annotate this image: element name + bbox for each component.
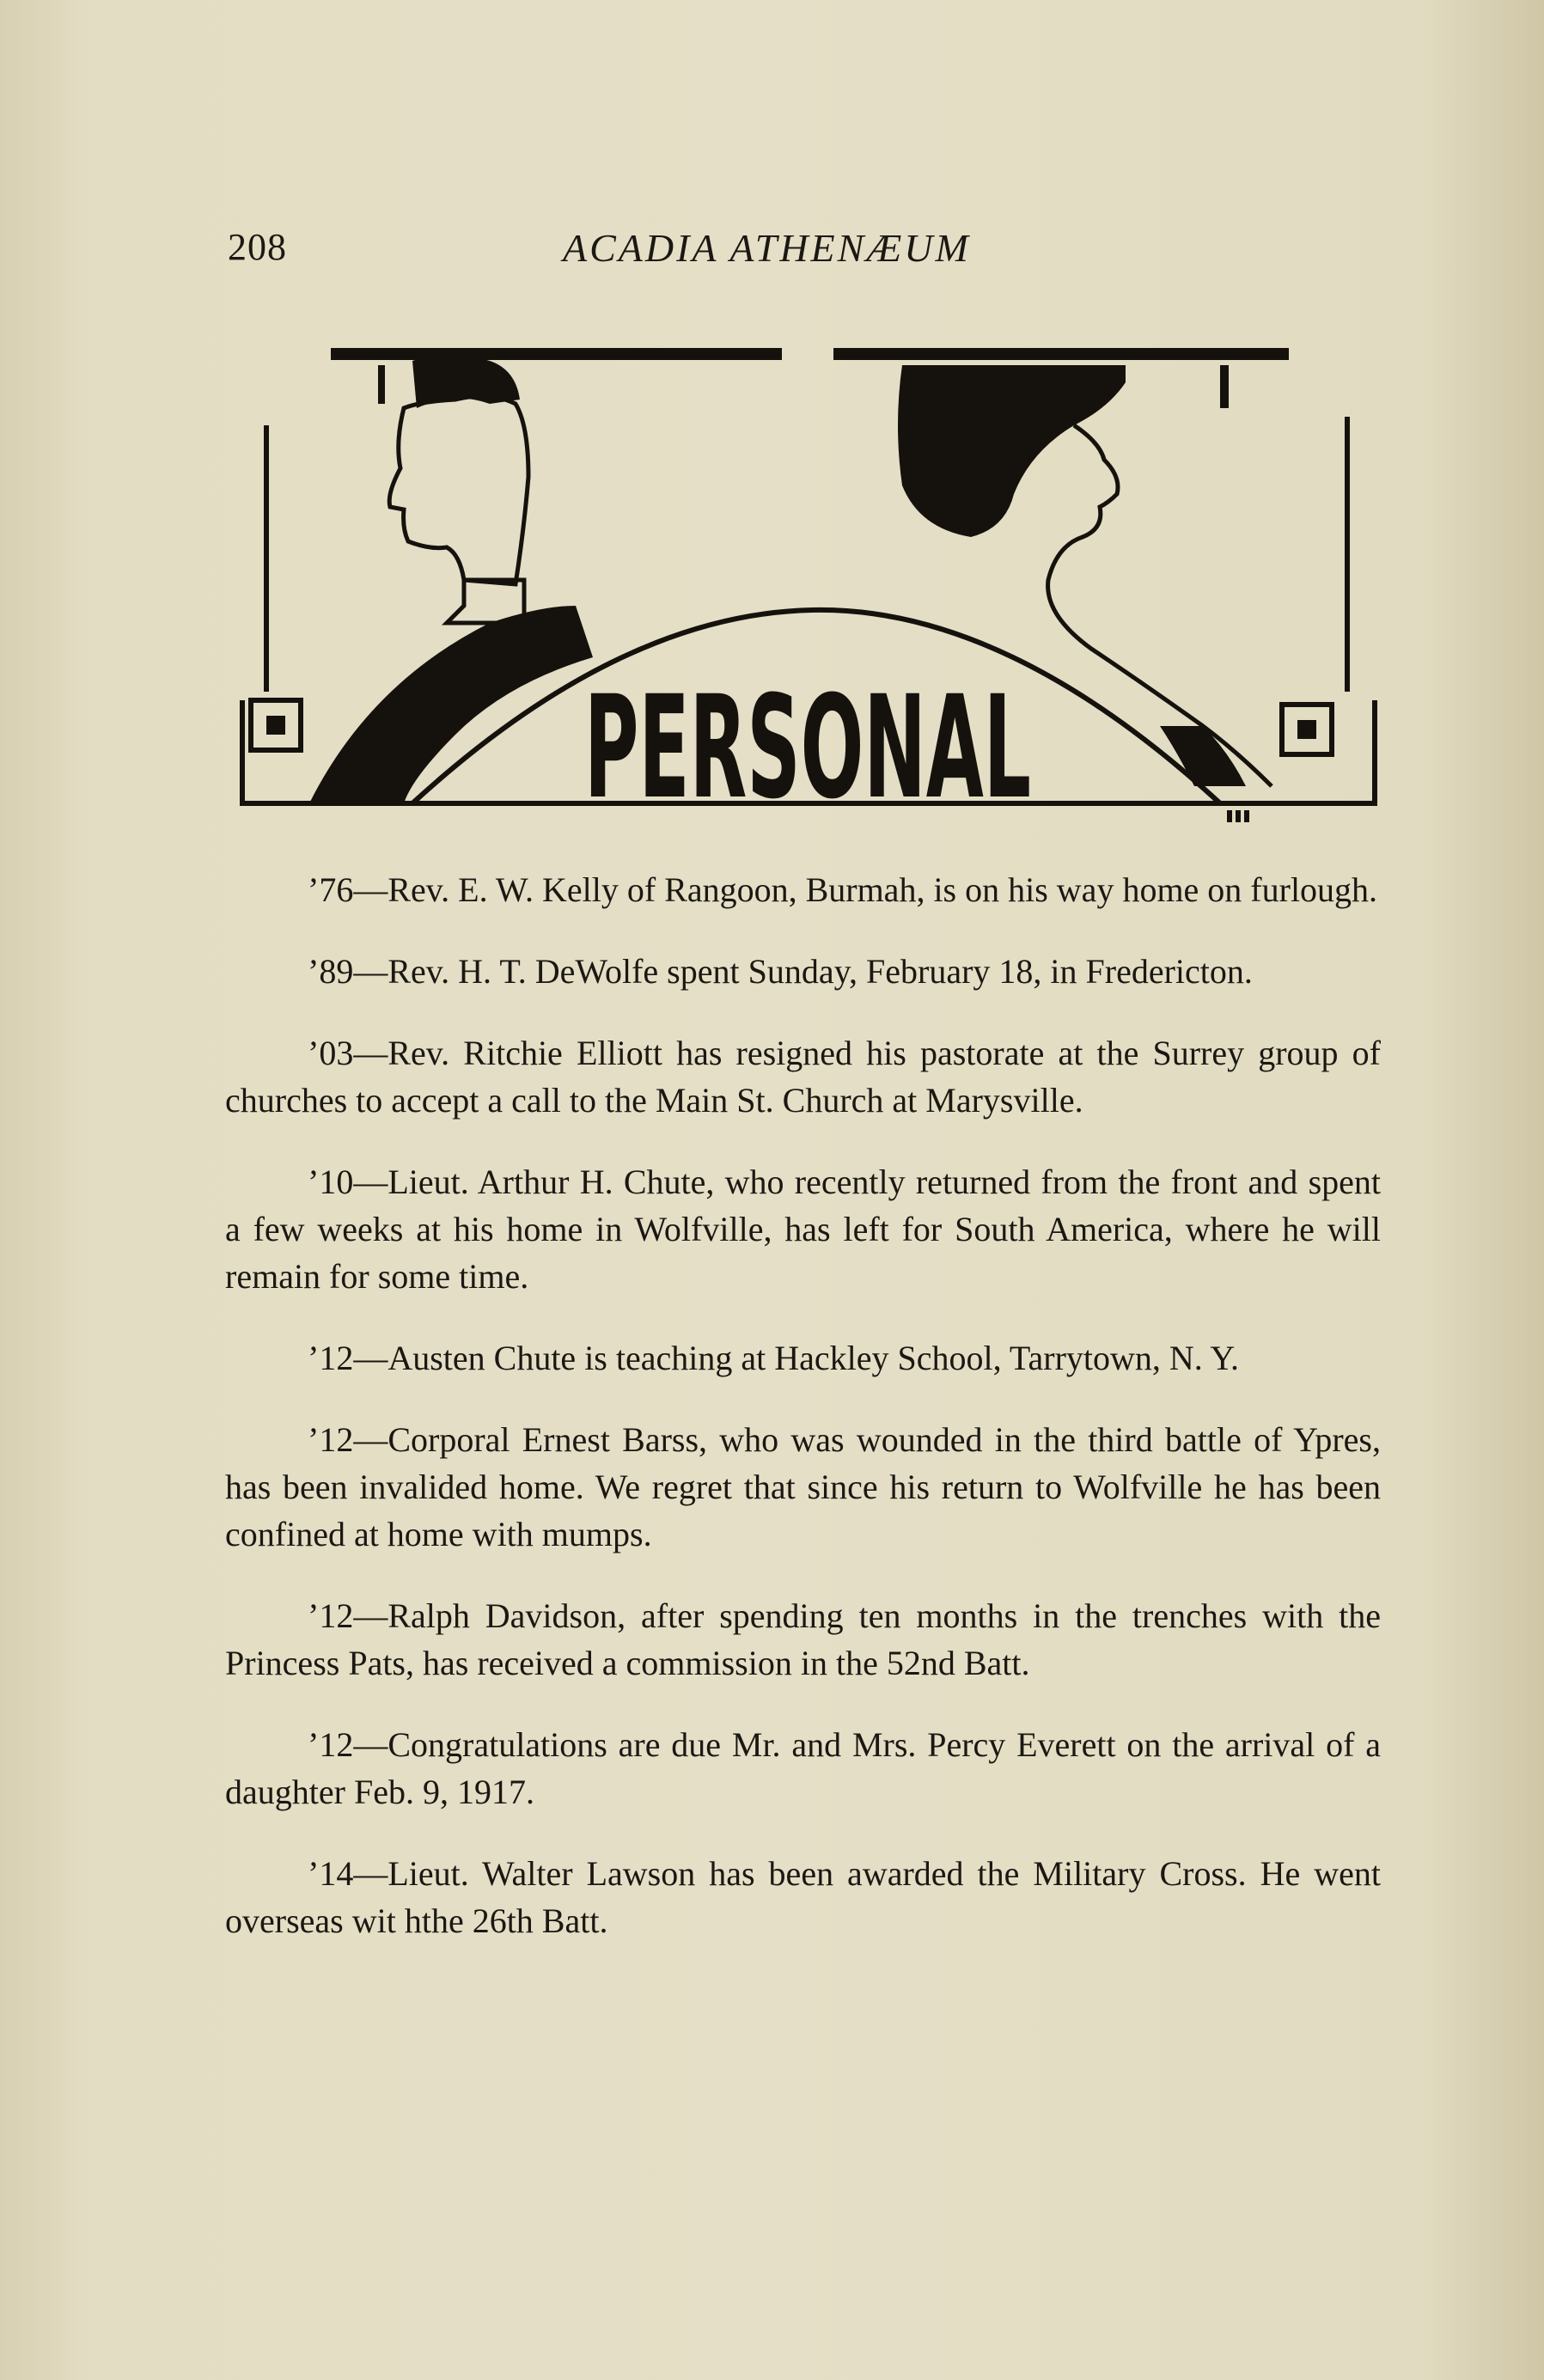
entry-1912-barss: ’12—Corporal Ernest Barss, who was wounded in the third battle of Ypres, has been invalided home. We regret that since his return to Wolfville he has been confined at home with mumps.: [225, 1420, 1381, 1553]
entry-1912-chute: ’12—Austen Chute is teaching at Hackley School, Tarrytown, N. Y.: [308, 1339, 1240, 1377]
page-number: 208: [228, 226, 287, 268]
entry-1912-davidson: ’12—Ralph Davidson, after spending ten months in the trenches with the Princess Pats, has received a commission in the 52nd Batt.: [225, 1596, 1381, 1682]
personals-list: [225, 866, 1381, 1979]
right-square-ornament: [1282, 705, 1332, 754]
artist-monogram: [1227, 810, 1249, 822]
personal-banner-illustration: [232, 322, 1383, 838]
entry-1903: ’03—Rev. Ritchie Elliott has resigned his pastorate at the Surrey group of churches to accept a call to the Main St. Church at Marysville.: [225, 1034, 1381, 1120]
entry-1914-lawson: ’14—Lieut. Walter Lawson has been awarded the Military Cross. He went overseas wit hthe 26th Batt.: [225, 1854, 1381, 1940]
personal-title: PERSONAL: [584, 665, 1031, 830]
entry-1912-everett: ’12—Congratulations are due Mr. and Mrs. Percy Everett on the arrival of a daughter Feb. 9, 1917.: [225, 1725, 1381, 1811]
running-head: [228, 225, 1379, 285]
graduates-illustration: [232, 322, 1383, 838]
left-square-ornament: [251, 700, 301, 750]
journal-title: ACADIA ATHENÆUM: [563, 226, 971, 270]
entry-1889: ’89—Rev. H. T. DeWolfe spent Sunday, February 18, in Fredericton.: [308, 952, 1253, 991]
entry-1876: ’76—Rev. E. W. Kelly of Rangoon, Burmah, is on his way home on furlough.: [308, 870, 1378, 909]
entry-1910: ’10—Lieut. Arthur H. Chute, who recently returned from the front and spent a few weeks at his home in Wolfville, has left for South America, where he will remain for some time.: [225, 1163, 1381, 1296]
